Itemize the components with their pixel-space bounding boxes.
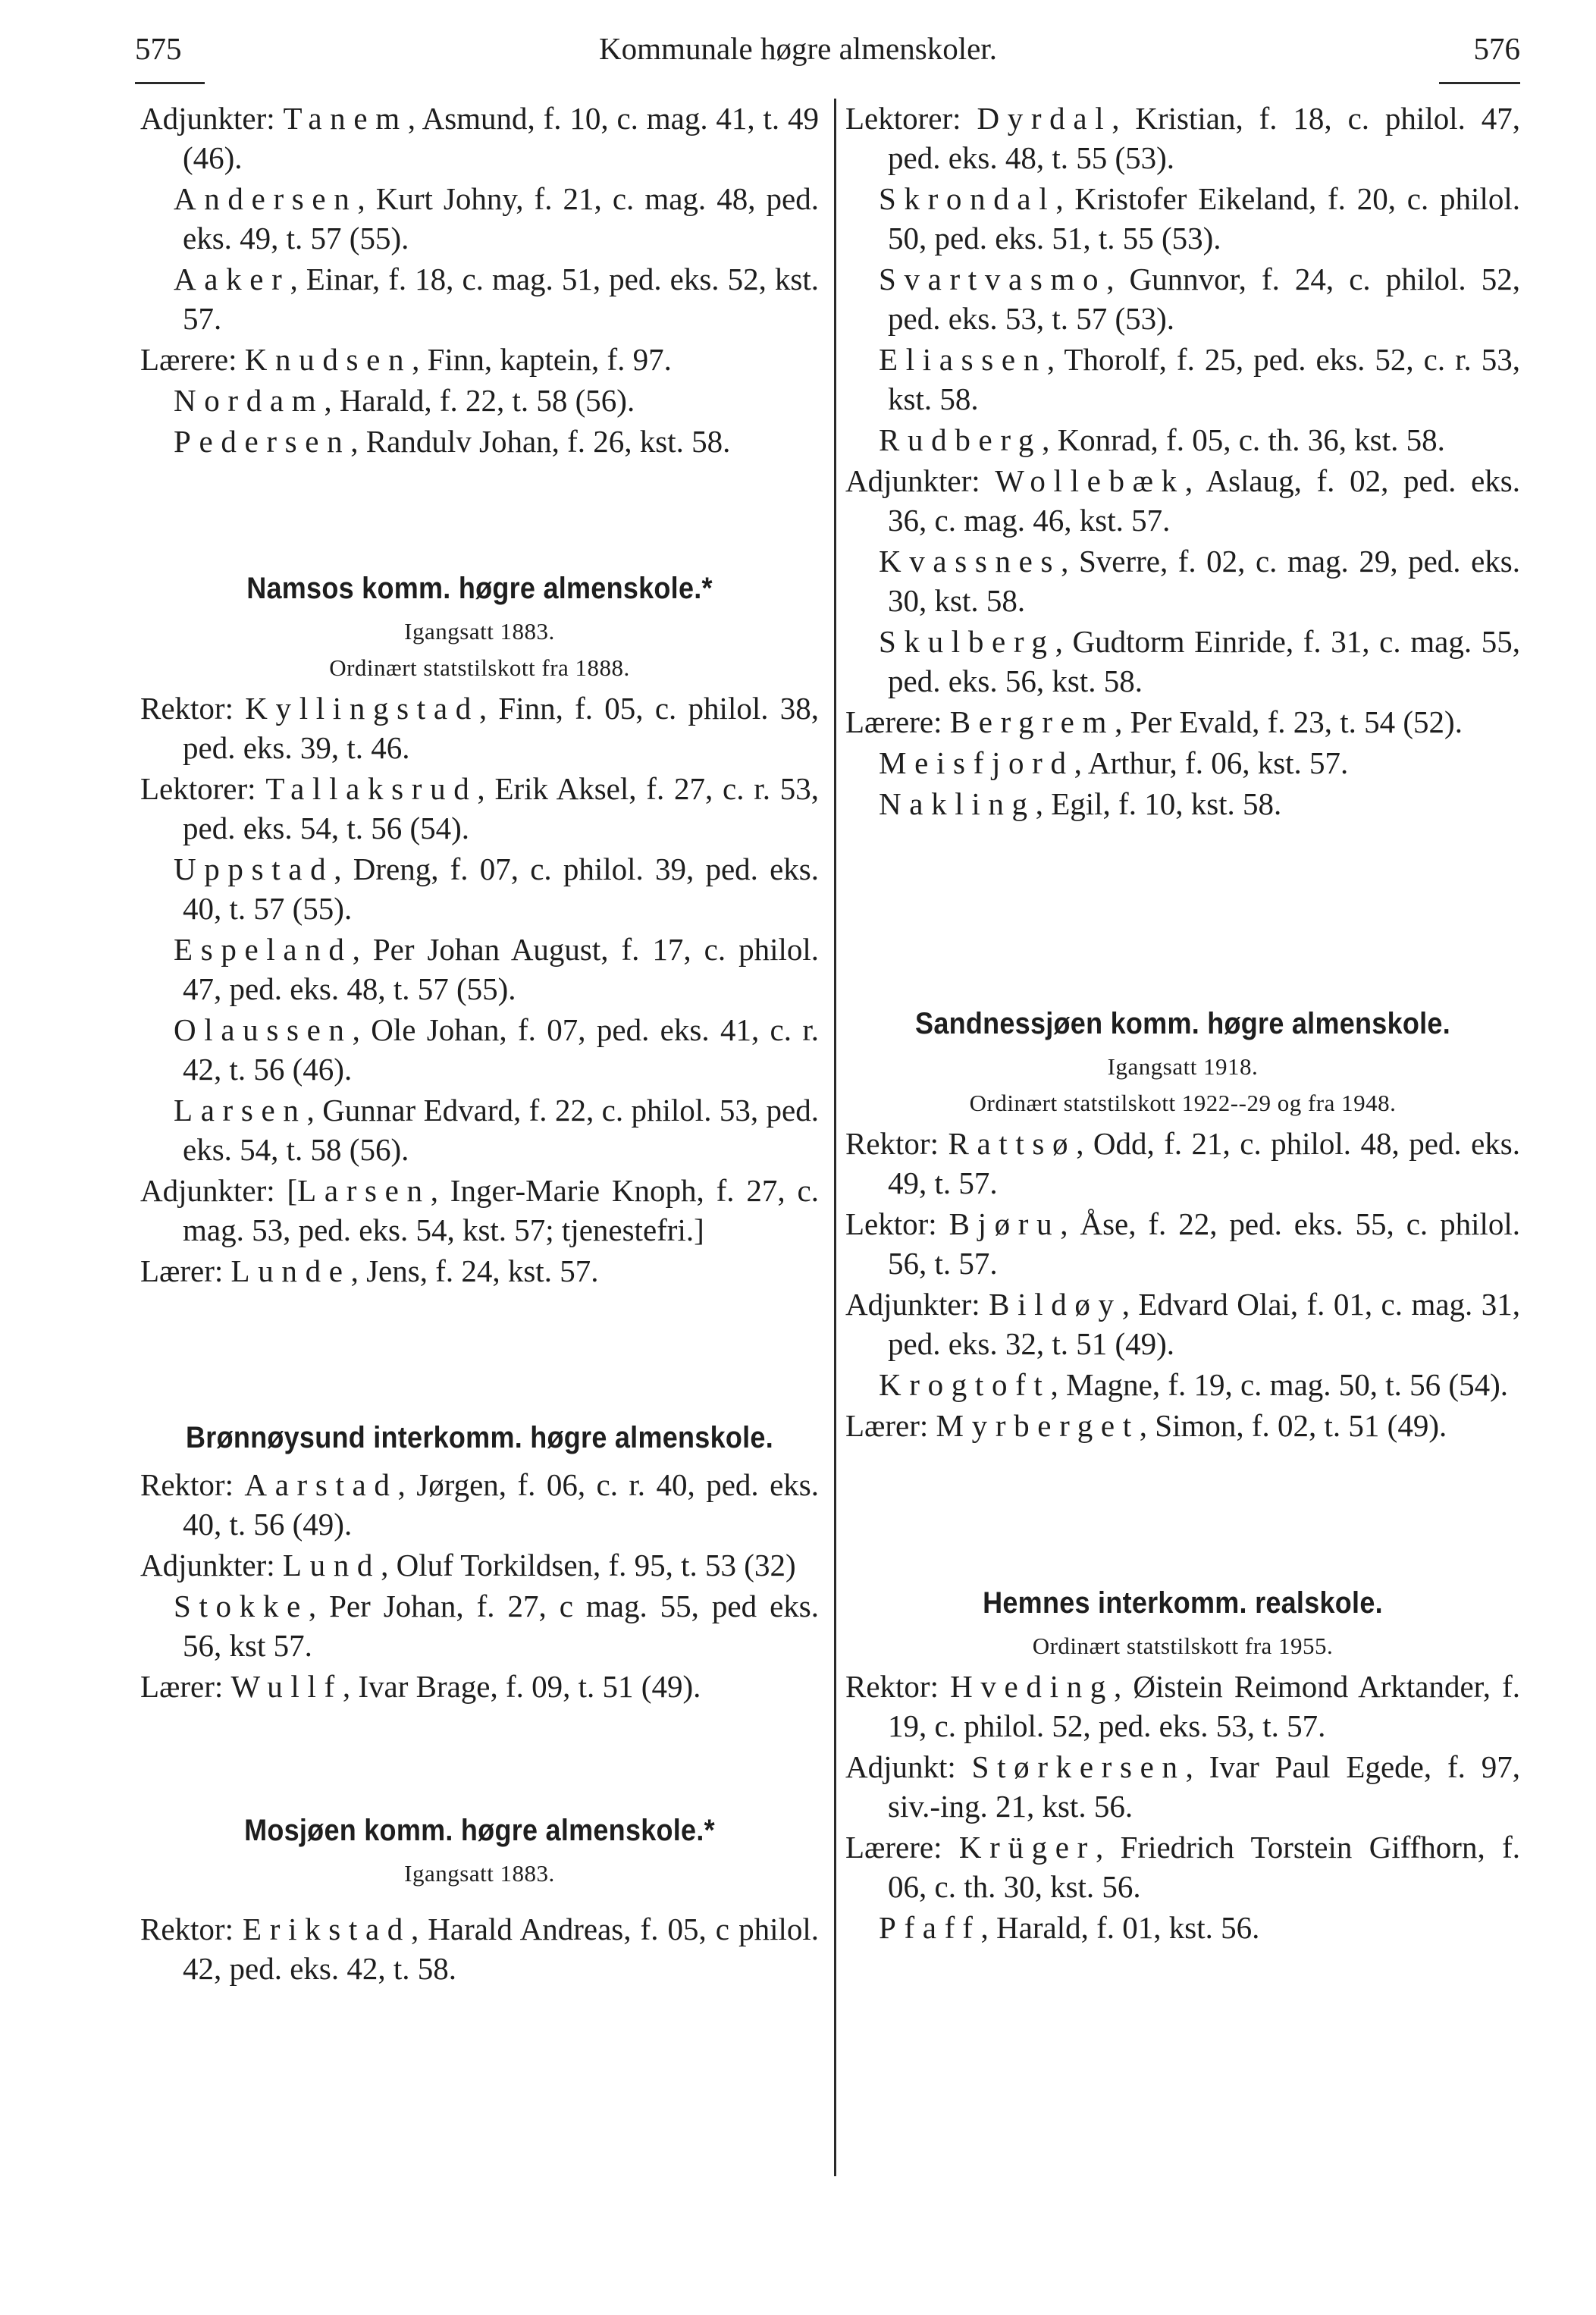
staff-details: , Finn, kaptein, f. 97. (412, 342, 672, 377)
staff-role: Rektor: (140, 1467, 245, 1502)
staff-details: , Magne, f. 19, c. mag. 50, t. 56 (54). (1050, 1367, 1508, 1402)
staff-surname: Rattsø (948, 1126, 1077, 1161)
staff-role: Rektor: (845, 1126, 949, 1161)
staff-surname: Hveding (950, 1669, 1114, 1704)
staff-role: Adjunkter: (845, 463, 996, 498)
staff-list-sandnessjoen (845, 1124, 1520, 1445)
staff-surname: Bergrem (949, 704, 1115, 739)
staff-list-bronnoysund (140, 1465, 819, 1706)
staff-surname: Andersen (174, 181, 358, 216)
staff-details: , Ivar Brage, f. 09, t. 51 (49). (342, 1669, 701, 1704)
staff-entry (140, 689, 819, 767)
staff-entry (140, 1171, 819, 1250)
staff-role: Lærere: (845, 704, 950, 739)
staff-entry (140, 1465, 819, 1544)
staff-details: , Kristian, f. 18, c. philol. 47, ped. eks. 48, t. 55 (53). (888, 101, 1520, 175)
school-heading-hemnes: Hemnes interkomm. realskole. (983, 1586, 1383, 1620)
staff-entry (140, 1545, 819, 1585)
staff-entry (845, 179, 1520, 258)
staff-entry (845, 1124, 1520, 1203)
school-heading-mosjoen: Mosjøen komm. høgre almenskole.* (244, 1814, 715, 1847)
staff-list-namsos (140, 689, 819, 1291)
staff-surname: Dyrdal (977, 101, 1112, 136)
staff-surname: Bildøy (989, 1287, 1122, 1322)
staff-details: , Simon, f. 02, t. 51 (49). (1139, 1408, 1447, 1443)
staff-details: , Randulv Johan, f. 26, kst. 58. (350, 424, 731, 459)
staff-role: Lærer: (140, 1669, 231, 1704)
staff-entry (140, 769, 819, 848)
staff-details: , Per Johan, f. 27, c mag. 55, ped eks. 56, kst 57. (183, 1589, 819, 1663)
staff-surname: Aarstad (244, 1467, 398, 1502)
staff-surname: Skrondal (879, 181, 1056, 216)
staff-details: , Edvard Olai, f. 01, c. mag. 31, ped. eks. 32, t. 51 (49). (888, 1287, 1520, 1361)
staff-details: , Arthur, f. 06, kst. 57. (1074, 745, 1349, 780)
staff-details: , Sverre, f. 02, c. mag. 29, ped. eks. 30, kst. 58. (888, 544, 1520, 618)
running-title: Kommunale høgre almenskoler. (599, 31, 997, 66)
header-rule-left (135, 82, 205, 84)
staff-role: Adjunkter: (140, 101, 284, 136)
staff-surname: Rudberg (879, 422, 1043, 457)
staff-entry (140, 422, 819, 461)
staff-entry (845, 622, 1520, 701)
staff-entry (140, 1090, 819, 1169)
staff-details: , Kristofer Eikeland, f. 20, c. philol. 50, ped. eks. 51, t. 55 (53). (888, 181, 1520, 256)
staff-details: , Inger-Marie Knoph, f. 27, c. mag. 53, ped. eks. 54, kst. 57; tjenestefri.] (183, 1173, 819, 1247)
staff-list-continued (140, 99, 819, 461)
staff-surname: Nakling (879, 786, 1036, 821)
staff-entry (140, 1667, 819, 1706)
staff-details: , Øistein Reimond Arktander, f. 19, c. philol. 52, ped. eks. 53, t. 57. (888, 1669, 1520, 1743)
staff-entry (845, 1827, 1520, 1906)
staff-details: , Jens, f. 24, kst. 57. (350, 1253, 599, 1288)
staff-surname: Nordam (174, 383, 325, 418)
page-header (0, 30, 1596, 76)
staff-details: , Gunnar Edvard, f. 22, c. philol. 53, ped. eks. 54, t. 58 (56). (183, 1093, 819, 1167)
school-note-subsidy: Ordinært statstilskott fra 1888. (329, 654, 630, 681)
staff-list-continued (845, 99, 1520, 823)
staff-entry (845, 461, 1520, 540)
staff-surname: Pfaff (879, 1910, 981, 1945)
staff-role: Adjunkt: (845, 1749, 972, 1784)
staff-details: , Aslaug, f. 02, ped. eks. 36, c. mag. 46, kst. 57. (888, 463, 1520, 538)
staff-surname: Krüger (958, 1830, 1096, 1865)
staff-role: Lærere: (140, 342, 245, 377)
staff-details: , Konrad, f. 05, c. th. 36, kst. 58. (1042, 422, 1445, 457)
staff-entry (845, 1204, 1520, 1283)
school-note-subsidy: Ordinært statstilskott 1922--29 og fra 1948. (969, 1090, 1397, 1116)
header-rule-right (1439, 82, 1520, 84)
staff-role: Rektor: (140, 1912, 243, 1946)
staff-details: , Ole Johan, f. 07, ped. eks. 41, c. r. 42, t. 56 (46). (183, 1012, 819, 1087)
staff-surname: Lund (282, 1548, 381, 1583)
staff-details: , Oluf Torkildsen, f. 95, t. 53 (32) (381, 1548, 796, 1583)
staff-role: Rektor: (140, 691, 246, 726)
staff-entry (845, 541, 1520, 620)
staff-entry (845, 784, 1520, 823)
staff-details: , Thorolf, f. 25, ped. eks. 52, c. r. 53, kst. 58. (888, 342, 1520, 416)
staff-surname: Bjøru (949, 1206, 1061, 1241)
staff-surname: Aaker (174, 262, 290, 296)
school-note-founded: Igangsatt 1883. (404, 618, 555, 645)
staff-entry (140, 381, 819, 420)
staff-role: Rektor: (845, 1669, 951, 1704)
staff-entry (140, 340, 819, 379)
staff-details: , Åse, f. 22, ped. eks. 55, c. philol. 56, t. 57. (888, 1206, 1520, 1281)
staff-entry (845, 340, 1520, 419)
staff-role: Lektorer: (845, 101, 977, 136)
staff-surname: Kvassnes (879, 544, 1061, 579)
staff-entry (845, 1365, 1520, 1404)
staff-list-hemnes (845, 1667, 1520, 1947)
staff-entry (140, 1251, 819, 1291)
page-number-right: 576 (1473, 31, 1520, 66)
staff-surname: Eliassen (879, 342, 1047, 377)
staff-surname: Wullf (230, 1669, 343, 1704)
staff-surname: Lunde (230, 1253, 351, 1288)
left-column (140, 99, 819, 1990)
staff-details: , Ivar Paul Egede, f. 97, siv.-ing. 21, kst. 56. (888, 1749, 1520, 1824)
staff-details: , Harald, f. 01, kst. 56. (980, 1910, 1260, 1945)
staff-details: , Per Evald, f. 23, t. 54 (52). (1115, 704, 1463, 739)
staff-entry (845, 1285, 1520, 1363)
staff-surname: Larsen (174, 1093, 307, 1128)
staff-details: , Per Johan August, f. 17, c. philol. 47, ped. eks. 48, t. 57 (55). (183, 932, 819, 1006)
staff-details: , Friedrich Torstein Giffhorn, f. 06, c. th. 30, kst. 56. (888, 1830, 1520, 1904)
staff-surname: Svartvasmo (879, 262, 1107, 296)
staff-details: , Einar, f. 18, c. mag. 51, ped. eks. 52, kst. 57. (183, 262, 819, 336)
staff-entry (845, 420, 1520, 460)
staff-entry (140, 259, 819, 338)
staff-entry (140, 849, 819, 928)
staff-entry (845, 99, 1520, 177)
staff-surname: Krogtoft (879, 1367, 1051, 1402)
staff-entry (845, 259, 1520, 338)
staff-surname: Skulberg (879, 624, 1055, 659)
staff-role: Adjunkter: (845, 1287, 989, 1322)
right-column (845, 99, 1520, 1949)
staff-role: Adjunkter: [ (140, 1173, 298, 1208)
staff-surname: Pedersen (174, 424, 351, 459)
staff-role: Adjunkter: (140, 1548, 283, 1583)
staff-role: Lærere: (845, 1830, 959, 1865)
column-divider (834, 99, 836, 2176)
school-note-founded: Igangsatt 1883. (404, 1860, 555, 1887)
staff-role: Lektor: (845, 1206, 949, 1241)
staff-entry (140, 1586, 819, 1665)
staff-entry (845, 1406, 1520, 1445)
staff-surname: Myrberget (936, 1408, 1140, 1443)
staff-surname: Uppstad (174, 852, 334, 886)
staff-details: , Egil, f. 10, kst. 58. (1035, 786, 1282, 821)
staff-entry (845, 743, 1520, 783)
school-note-founded: Igangsatt 1918. (1107, 1053, 1259, 1080)
school-heading-namsos: Namsos komm. høgre almenskole.* (246, 572, 713, 605)
staff-surname: Tanem (283, 101, 408, 136)
staff-details: , Jørgen, f. 06, c. r. 40, ped. eks. 40, t. 56 (49). (183, 1467, 819, 1542)
staff-surname: Erikstad (243, 1912, 411, 1946)
staff-list-mosjoen (140, 1909, 819, 1988)
school-heading-sandnessjoen: Sandnessjøen komm. høgre almenskole. (915, 1007, 1450, 1040)
staff-role: Lektorer: (140, 771, 266, 806)
staff-role: Lærer: (140, 1253, 231, 1288)
staff-surname: Wollebæk (995, 463, 1185, 498)
staff-details: , Odd, f. 21, c. philol. 48, ped. eks. 49, t. 57. (888, 1126, 1521, 1200)
staff-entry (845, 1747, 1520, 1826)
staff-surname: Størkersen (971, 1749, 1186, 1784)
staff-surname: Larsen (297, 1173, 431, 1208)
school-heading-bronnoysund: Brønnøysund interkomm. høgre almenskole. (186, 1421, 773, 1454)
staff-entry (140, 1010, 819, 1089)
staff-details: , Erik Aksel, f. 27, c. r. 53, ped. eks. 54, t. 56 (54). (183, 771, 819, 845)
staff-entry (845, 1908, 1520, 1947)
staff-entry (140, 1909, 819, 1988)
staff-surname: Knudsen (244, 342, 412, 377)
staff-details: , Dreng, f. 07, c. philol. 39, ped. eks. 40, t. 57 (55). (183, 852, 819, 926)
staff-surname: Meisfjord (879, 745, 1074, 780)
staff-entry (140, 930, 819, 1008)
staff-role: Lærer: (845, 1408, 936, 1443)
staff-surname: Olaussen (174, 1012, 353, 1047)
staff-entry (140, 179, 819, 258)
staff-surname: Stokke (174, 1589, 309, 1623)
staff-details: , Asmund, f. 10, c. mag. 41, t. 49 (46). (183, 101, 819, 175)
staff-entry (845, 1667, 1520, 1746)
school-note-subsidy: Ordinært statstilskott fra 1955. (1032, 1633, 1334, 1659)
staff-details: , Kurt Johny, f. 21, c. mag. 48, ped. eks. 49, t. 57 (55). (183, 181, 819, 256)
staff-surname: Tallaksrud (265, 771, 478, 806)
staff-details: , Harald, f. 22, t. 58 (56). (324, 383, 635, 418)
staff-surname: Espeland (174, 932, 353, 967)
staff-details: , Finn, f. 05, c. philol. 38, ped. eks. 39, t. 46. (183, 691, 820, 765)
staff-details: , Gunnvor, f. 24, c. philol. 52, ped. eks. 53, t. 57 (53). (888, 262, 1520, 336)
staff-entry (140, 99, 819, 177)
staff-surname: Kyllingstad (245, 691, 479, 726)
staff-details: , Harald Andreas, f. 05, c philol. 42, ped. eks. 42, t. 58. (183, 1912, 819, 1986)
page-number-left: 575 (135, 31, 182, 66)
staff-entry (845, 702, 1520, 742)
staff-details: , Gudtorm Einride, f. 31, c. mag. 55, ped. eks. 56, kst. 58. (888, 624, 1520, 698)
